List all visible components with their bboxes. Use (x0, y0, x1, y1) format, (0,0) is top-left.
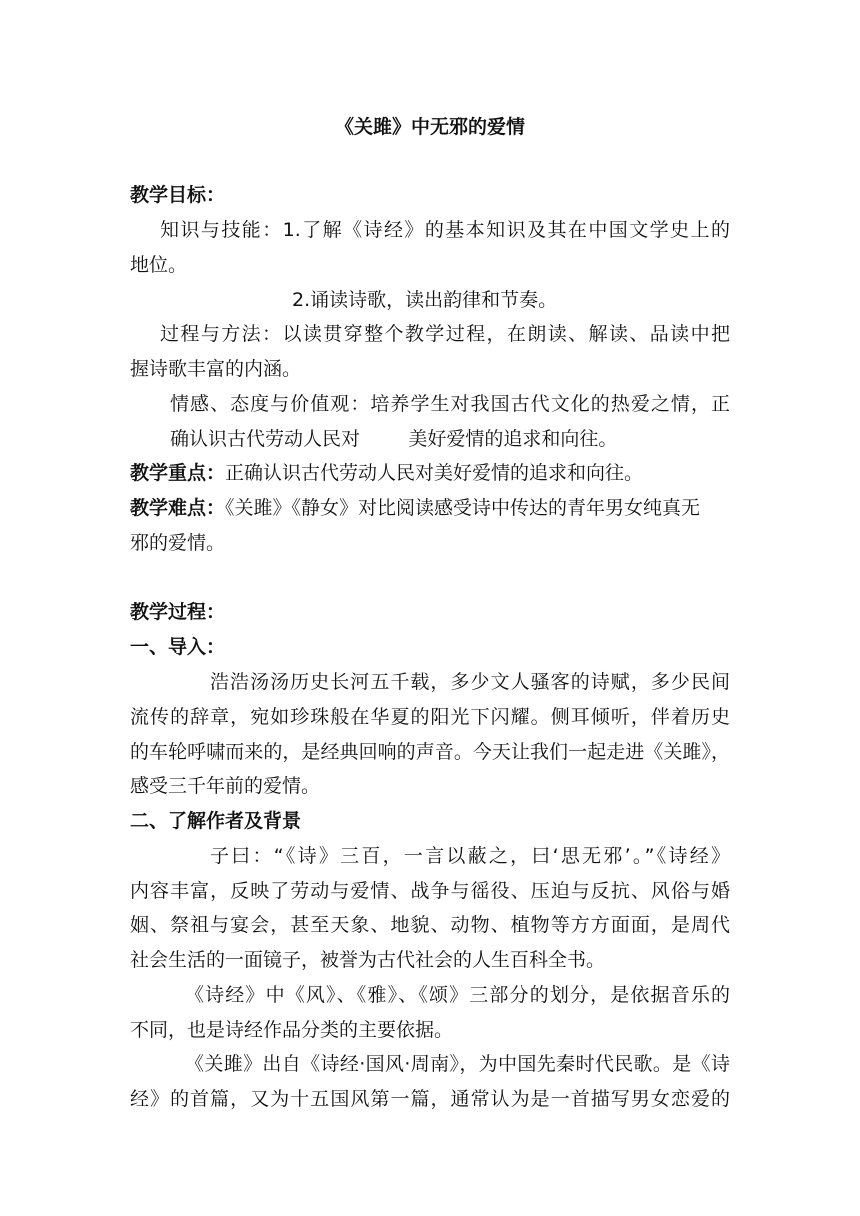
section1-heading: 一、导入： (130, 636, 226, 658)
goal-process-line-2: 握诗歌丰富的内涵。 (130, 358, 302, 380)
section2-p1-line-2: 内容丰富，反映了劳动与爱情、战争与徭役、压迫与反抗、风俗与婚 (130, 880, 730, 902)
section2-p3-line-1: 《关雎》出自《诗经·国风·周南》，为中国先秦时代民歌。是《诗 (185, 1053, 730, 1075)
section1-line-4: 感受三千年前的爱情。 (130, 775, 321, 797)
goal-process-line-1: 过程与方法：以读贯穿整个教学过程，在朗读、解读、品读中把 (160, 323, 730, 345)
section2-p1-line-3: 姻、祭祖与宴会，甚至天象、地貌、动物、植物等方方面面，是周代 (130, 914, 730, 936)
difficulty-line-2: 邪的爱情。 (130, 532, 226, 554)
goal-knowledge-item-2: 2.诵读诗歌，读出韵律和节奏。 (292, 289, 558, 311)
goal-knowledge-line-2: 地位。 (130, 254, 188, 276)
process-heading: 教学过程： (130, 601, 226, 623)
section2-p2-line-2: 不同，也是诗经作品分类的主要依据。 (130, 1019, 454, 1041)
goal-emotion-line-2: 确认识古代劳动人民对 美好爱情的追求和向往。 (170, 428, 618, 450)
section1-line-1: 浩浩汤汤历史长河五千载，多少文人骚客的诗赋，多少民间 (210, 671, 730, 693)
goal-emotion-line-1: 情感、态度与价值观：培养学生对我国古代文化的热爱之情，正 (170, 393, 730, 415)
section1-line-2: 流传的辞章，宛如珍珠般在华夏的阳光下闪耀。侧耳倾听，伴着历史 (130, 706, 730, 728)
document-title: 《关雎》中无邪的爱情 (334, 116, 525, 138)
key-point-label: 教学重点： (130, 462, 226, 484)
goal-knowledge-line-1: 知识与技能：1.了解《诗经》的基本知识及其在中国文学史上的 (160, 219, 730, 241)
difficulty-label: 教学难点： (130, 497, 226, 519)
goals-heading: 教学目标： (130, 184, 226, 206)
difficulty-text: 《关雎》《静女》对比阅读感受诗中传达的青年男女纯真无 (225, 497, 701, 519)
key-point (130, 460, 643, 486)
section1-line-3: 的车轮呼啸而来的，是经典回响的声音。今天让我们一起走进《关雎》， (130, 741, 730, 763)
difficulty-line-1 (130, 495, 700, 521)
section2-p1-line-1: 子曰：“《诗》三百，一言以蔽之，曰‘思无邪’。”《诗经》 (210, 845, 730, 867)
section2-p3-line-2: 经》的首篇，又为十五国风第一篇，通常认为是一首描写男女恋爱的 (130, 1088, 730, 1110)
section2-p2-line-1: 《诗经》中《风》、《雅》、《颂》三部分的划分，是依据音乐的 (185, 984, 730, 1006)
section2-p1-line-4: 社会生活的一面镜子，被誉为古代社会的人生百科全书。 (130, 949, 606, 971)
key-point-text: 正确认识古代劳动人民对美好爱情的追求和向往。 (225, 462, 644, 484)
section2-heading: 二、了解作者及背景 (130, 810, 302, 832)
